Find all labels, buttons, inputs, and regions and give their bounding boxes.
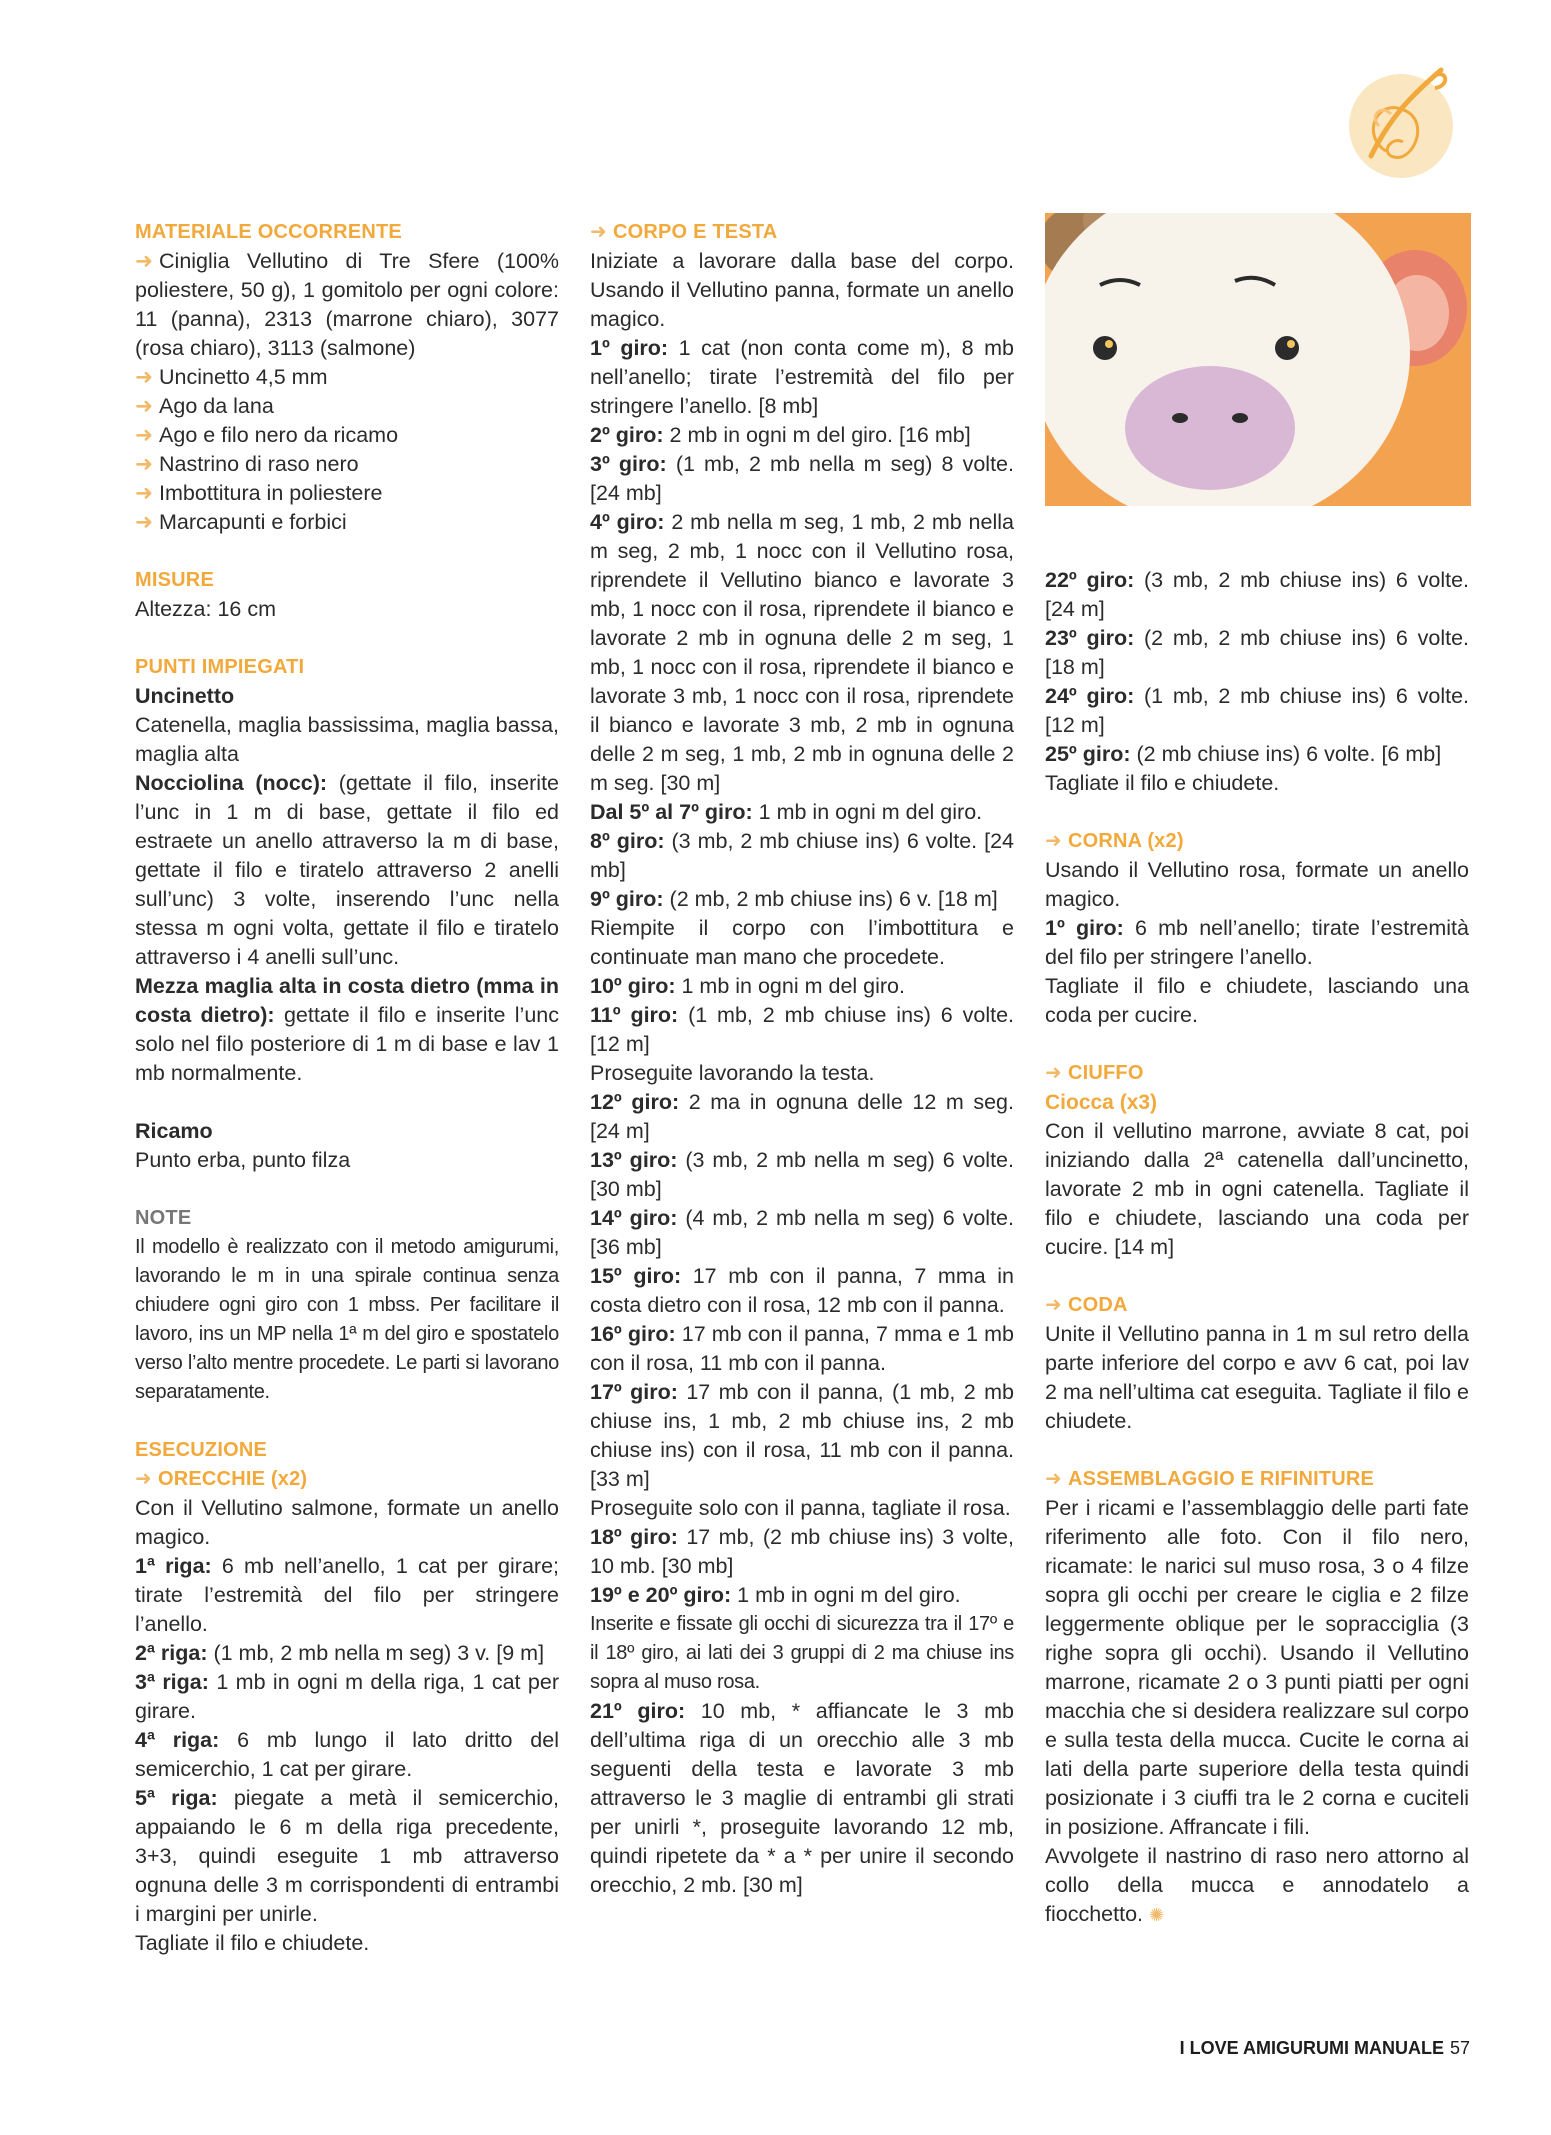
testa-text: Proseguite lavorando la testa.	[590, 1061, 875, 1085]
orecchie-row: 2ª riga: (1 mb, 2 mb nella m seg) 3 v. [9 m]	[135, 1641, 545, 1665]
ciocca-heading: Ciocca (x3)	[1045, 1091, 1158, 1114]
uncinetto-text: Catenella, maglia bassissima, maglia bassa, maglia alta	[135, 713, 559, 766]
arrow-right-icon: ➜	[135, 481, 154, 505]
materials-heading: MATERIALE OCCORRENTE	[135, 221, 402, 243]
arrow-right-icon: ➜	[135, 510, 154, 534]
column-right	[1045, 218, 1469, 1930]
final-text: Avvolgete il nastrino di raso nero attorno al collo della mucca e annodatelo a fiocchetto. ✺	[1045, 1844, 1469, 1926]
misure-heading: MISURE	[135, 569, 214, 591]
corpo-row: 2º giro: 2 mb in ogni m del giro. [16 mb]	[590, 423, 971, 447]
arrow-right-icon: ➜	[1045, 1062, 1062, 1084]
testa-row: 22º giro: (3 mb, 2 mb chiuse ins) 6 volte. [24 m]	[1045, 568, 1469, 621]
orecchie-row: 4ª riga: 6 mb lungo il lato dritto del semicerchio, 1 cat per girare.	[135, 1728, 559, 1781]
materials-item: ➜ Ciniglia Vellutino di Tre Sfere (100% poliestere, 50 g), 1 gomitolo per ogni colore: 11 (panna), 2313 (marrone chiaro), 3077 (rosa chiaro), 3113 (salmone)	[135, 249, 559, 360]
corpo-row: 8º giro: (3 mb, 2 mb chiuse ins) 6 volte. [24 mb]	[590, 829, 1014, 882]
corpo-row: 10º giro: 1 mb in ogni m del giro.	[590, 974, 905, 998]
testa-row: 19º e 20º giro: 1 mb in ogni m del giro.	[590, 1583, 961, 1607]
page-footer	[1100, 2034, 1470, 2063]
materials-item: ➜ Marcapunti e forbici	[135, 510, 347, 534]
arrow-right-icon: ➜	[1045, 1468, 1062, 1490]
testa-row: 24º giro: (1 mb, 2 mb chiuse ins) 6 volte. [12 m]	[1045, 684, 1469, 737]
testa-row: 23º giro: (2 mb, 2 mb chiuse ins) 6 volte. [18 m]	[1045, 626, 1469, 679]
ciuffo-text: Con il vellutino marrone, avviate 8 cat, poi iniziando dalla 2ª catenella dall’uncinetto, lavorate 2 mb in ogni catenella. Tagliate il filo e chiudete, lasciando una coda per cucire. [14 m]	[1045, 1119, 1469, 1259]
panna-text: Proseguite solo con il panna, tagliate il rosa.	[590, 1496, 1011, 1520]
arrow-right-icon: ➜	[1045, 1294, 1062, 1316]
orecchie-row: 1ª riga: 6 mb nell’anello, 1 cat per girare; tirate l’estremità del filo per stringere l’anello.	[135, 1554, 559, 1636]
misure-text: Altezza: 16 cm	[135, 597, 276, 621]
testa-row: 25º giro: (2 mb chiuse ins) 6 volte. [6 mb]	[1045, 742, 1442, 766]
materials-item: ➜ Uncinetto 4,5 mm	[135, 365, 328, 389]
corpo-intro: Iniziate a lavorare dalla base del corpo. Usando il Vellutino panna, formate un anello magico.	[590, 249, 1014, 331]
punti-heading: PUNTI IMPIEGATI	[135, 656, 305, 678]
ricamo-label: Ricamo	[135, 1119, 213, 1143]
column-left	[135, 218, 559, 1958]
ricamo-text: Punto erba, punto filza	[135, 1148, 351, 1172]
orecchie-row: 5ª riga: piegate a metà il semicerchio, appaiando le 6 m della riga precedente, 3+3, quindi eseguite 1 mb attraverso ognuna delle 3 m corrispondenti di entrambi i margini per unirle.	[135, 1786, 559, 1926]
orecchie-row: 3ª riga: 1 mb in ogni m della riga, 1 cat per girare.	[135, 1670, 559, 1723]
assemblaggio-text: Per i ricami e l’assemblaggio delle parti fate riferimento alle foto. Con il filo nero, ricamate: le narici sul muso rosa, 3 o 4 filze sopra gli occhi per creare le ciglia e 2 filze leggermente oblique per le sopracciglia (3 righe sopra gli occhi). Usando il Vellutino marrone, ricamate 2 o 3 punti piatti per ogni macchia che si desidera realizzare sul corpo e sulla testa della mucca. Cucite le corna ai lati della parte superiore della testa quindi posizionate i 3 ciuffi tra le 2 corna e cuciteli in posizione. Affrancate i fili.	[1045, 1496, 1469, 1839]
materials-item: ➜ Imbottitura in poliestere	[135, 481, 383, 505]
testa-row: 14º giro: (4 mb, 2 mb nella m seg) 6 volte. [36 mb]	[590, 1206, 1014, 1259]
orecchie-end: Tagliate il filo e chiudete.	[135, 1931, 370, 1955]
eyes-text: Inserite e fissate gli occhi di sicurezza tra il 17º e il 18º giro, ai lati dei 3 gruppi di 2 ma chiuse ins sopra al muso rosa.	[590, 1613, 1014, 1693]
arrow-right-icon: ➜	[135, 423, 154, 447]
uncinetto-label: Uncinetto	[135, 684, 235, 708]
corna-heading: ➜ CORNA (x2)	[1045, 830, 1184, 852]
materials-item: ➜ Nastrino di raso nero	[135, 452, 359, 476]
testa-row: 15º giro: 17 mb con il panna, 7 mma in costa dietro con il rosa, 12 mb con il panna.	[590, 1264, 1015, 1317]
testa-row: 13º giro: (3 mb, 2 mb nella m seg) 6 volte. [30 mb]	[590, 1148, 1014, 1201]
arrow-right-icon: ➜	[135, 1468, 152, 1490]
arrow-right-icon: ➜	[135, 249, 154, 273]
arrow-right-icon: ➜	[135, 452, 154, 476]
corpo-row: 4º giro: 2 mb nella m seg, 1 mb, 2 mb nella m seg, 2 mb, 1 nocc con il Vellutino rosa, riprendete il Vellutino bianco e lavorate 3 mb, 1 nocc con il rosa, riprendete il bianco e lavorate 2 mb in ognuna delle 2 m seg, 1 mb, 1 nocc con il rosa, riprendete il bianco e lavorate 3 mb, 1 nocc con il rosa, riprendete il bianco e lavorate 3 mb, 2 mb in ognuna delle 2 m seg, 1 mb, 2 mb in ognuna delle 2 m seg. [30 m]	[590, 510, 1014, 795]
page-number: 57	[1449, 2038, 1470, 2058]
corna-row: 1º giro: 6 mb nell’anello; tirate l’estremità del filo per stringere l’anello.	[1045, 916, 1469, 969]
orecchie-heading: ➜ ORECCHIE (x2)	[135, 1468, 308, 1490]
arrow-right-icon: ➜	[135, 394, 154, 418]
corpo-row: 3º giro: (1 mb, 2 mb nella m seg) 8 volte. [24 mb]	[590, 452, 1014, 505]
ciuffo-heading: ➜ CIUFFO	[1045, 1062, 1144, 1084]
head-end: Tagliate il filo e chiudete.	[1045, 771, 1280, 795]
corna-intro: Usando il Vellutino rosa, formate un anello magico.	[1045, 858, 1469, 911]
testa-row: 21º giro: 10 mb, * affiancate le 3 mb dell’ultima riga di un orecchio alle 3 mb seguenti della testa e lavorate 3 mb attraverso le 3 maglie di entrambi gli strati per unirli *, proseguite lavorando 12 mb, quindi ripetete da * a * per unire il secondo orecchio, 2 mb. [30 m]	[590, 1699, 1014, 1897]
fill-text: Riempite il corpo con l’imbottitura e continuate man mano che procedete.	[590, 916, 1014, 969]
materials-item: ➜ Ago da lana	[135, 394, 274, 418]
testa-row: 12º giro: 2 ma in ognuna delle 12 m seg. [24 m]	[590, 1090, 1014, 1143]
corpo-row: Dal 5º al 7º giro: 1 mb in ogni m del giro.	[590, 800, 983, 824]
corpo-row: 9º giro: (2 mb, 2 mb chiuse ins) 6 v. [18 m]	[590, 887, 998, 911]
corpo-row: 1º giro: 1 cat (non conta come m), 8 mb nell’anello; tirate l’estremità del filo per stringere l’anello. [8 mb]	[590, 336, 1014, 418]
corna-end: Tagliate il filo e chiudete, lasciando una coda per cucire.	[1045, 974, 1469, 1027]
mma-paragraph: Mezza maglia alta in costa dietro (mma in costa dietro): gettate il filo e inserite l’unc solo nel filo posteriore di 1 m di base e lav 1 mb normalmente.	[135, 974, 559, 1085]
arrow-right-icon: ➜	[135, 365, 154, 389]
nocc-paragraph: Nocciolina (nocc): (gettate il filo, inserite l’unc in 1 m di base, gettate il filo ed estraete un anello attraverso la m di base, gettate il filo e tiratelo attraverso 2 anelli sull’unc) 3 volte, inserendo l’unc nella stessa m ogni volta, gettate il filo e tiratelo attraverso i 4 anelli sull’unc.	[135, 771, 559, 969]
coda-heading: ➜ CODA	[1045, 1294, 1128, 1316]
materials-item: ➜ Ago e filo nero da ricamo	[135, 423, 399, 447]
testa-row: 18º giro: 17 mb, (2 mb chiuse ins) 3 volte, 10 mb. [30 mb]	[590, 1525, 1014, 1578]
esecuzione-heading: ESECUZIONE	[135, 1439, 268, 1461]
testa-row: 17º giro: 17 mb con il panna, (1 mb, 2 mb chiuse ins, 1 mb, 2 mb chiuse ins, 2 mb chiuse ins) con il rosa, 11 mb con il panna. [33 m]	[590, 1380, 1014, 1491]
arrow-right-icon: ➜	[590, 221, 607, 243]
flower-icon: ✺	[1149, 1905, 1165, 1925]
testa-row: 16º giro: 17 mb con il panna, 7 mma e 1 mb con il rosa, 11 mb con il panna.	[590, 1322, 1014, 1375]
corpo-row: 11º giro: (1 mb, 2 mb chiuse ins) 6 volte. [12 m]	[590, 1003, 1014, 1056]
column-middle	[590, 218, 1014, 1900]
orecchie-intro: Con il Vellutino salmone, formate un anello magico.	[135, 1496, 559, 1549]
magazine-title: I LOVE AMIGURUMI MANUALE	[1179, 2038, 1444, 2058]
arrow-right-icon: ➜	[1045, 830, 1062, 852]
note-heading: NOTE	[135, 1207, 192, 1229]
coda-text: Unite il Vellutino panna in 1 m sul retro della parte inferiore del corpo e avv 6 cat, poi lav 2 ma nell’ultima cat eseguita. Tagliate il filo e chiudete.	[1045, 1322, 1469, 1433]
note-text: Il modello è realizzato con il metodo amigurumi, lavorando le m in una spirale continua senza chiudere ogni giro con 1 mbss. Per facilitare il lavoro, ins un MP nella 1ª m del giro e spostatelo verso l’alto mentre procedete. Le parti si lavorano separatamente.	[135, 1236, 559, 1403]
crochet-hook-logo	[1331, 56, 1463, 180]
corpo-heading: ➜ CORPO E TESTA	[590, 221, 778, 243]
assemblaggio-heading: ➜ ASSEMBLAGGIO E RIFINITURE	[1045, 1468, 1375, 1490]
